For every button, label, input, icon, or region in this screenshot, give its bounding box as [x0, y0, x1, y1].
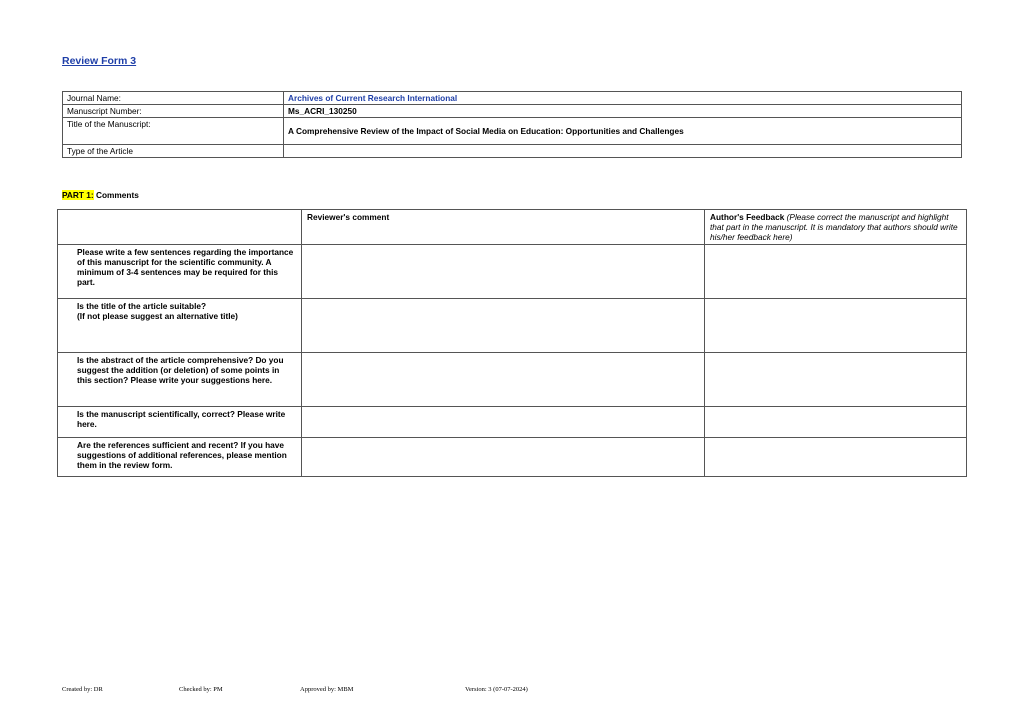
table-row	[58, 438, 967, 477]
journal-value: Archives of Current Research International	[284, 92, 962, 105]
part-heading	[62, 190, 139, 200]
part-label: Comments	[93, 190, 139, 200]
author-feedback-cell[interactable]	[705, 299, 967, 353]
manuscript-title-row	[63, 118, 962, 145]
manuscript-number-row	[63, 105, 962, 118]
table-row	[58, 245, 967, 299]
part-number: PART 1:	[62, 190, 94, 200]
journal-label: Journal Name:	[63, 92, 284, 105]
author-feedback-cell[interactable]	[705, 438, 967, 477]
manuscript-info-table	[62, 91, 962, 158]
footer-checked-by: Checked by: PM	[179, 686, 223, 693]
author-feedback-cell[interactable]	[705, 353, 967, 407]
reviewer-comment-cell[interactable]	[302, 407, 705, 438]
reviewer-comment-cell[interactable]	[302, 438, 705, 477]
reviewer-comment-header: Reviewer's comment	[302, 210, 705, 245]
footer-approved-by: Approved by: MBM	[300, 686, 354, 693]
comments-header-row	[58, 210, 967, 245]
article-type-value[interactable]	[284, 145, 962, 158]
question-importance: Please write a few sentences regarding the importance of this manuscript for the scientific community. A minimum of 3-4 sentences may be required for this part.	[58, 245, 302, 299]
manuscript-number-value: Ms_ACRI_130250	[284, 105, 962, 118]
comments-table	[57, 209, 967, 477]
article-type-label: Type of the Article	[63, 145, 284, 158]
question-references: Are the references sufficient and recent? If you have suggestions of additional references, please mention them in the review form.	[58, 438, 302, 477]
footer-created-by: Created by: DR	[62, 686, 103, 693]
author-feedback-header	[705, 210, 967, 245]
author-feedback-note: (Please correct the manuscript and highlight that part in the manuscript. It is mandatory that authors should write his/her feedback here)	[710, 212, 958, 242]
journal-row	[63, 92, 962, 105]
form-title: Review Form 3	[62, 55, 137, 67]
question-scientific: Is the manuscript scientifically, correct? Please write here.	[58, 407, 302, 438]
question-title-suitable: Is the title of the article suitable? (If not please suggest an alternative title)	[58, 299, 302, 353]
question-column-header	[58, 210, 302, 245]
article-type-row	[63, 145, 962, 158]
reviewer-comment-cell[interactable]	[302, 299, 705, 353]
author-feedback-cell[interactable]	[705, 407, 967, 438]
author-feedback-title: Author's Feedback	[710, 212, 785, 222]
manuscript-number-label: Manuscript Number:	[63, 105, 284, 118]
footer-version: Version: 3 (07-07-2024)	[465, 686, 528, 693]
table-row	[58, 407, 967, 438]
reviewer-comment-cell[interactable]	[302, 353, 705, 407]
table-row	[58, 299, 967, 353]
table-row	[58, 353, 967, 407]
reviewer-comment-cell[interactable]	[302, 245, 705, 299]
author-feedback-cell[interactable]	[705, 245, 967, 299]
question-abstract: Is the abstract of the article comprehensive? Do you suggest the addition (or deletion) of some points in this section? Please write your suggestions here.	[58, 353, 302, 407]
manuscript-title-value: A Comprehensive Review of the Impact of Social Media on Education: Opportunities and Challenges	[284, 118, 962, 145]
manuscript-title-label: Title of the Manuscript:	[63, 118, 284, 145]
